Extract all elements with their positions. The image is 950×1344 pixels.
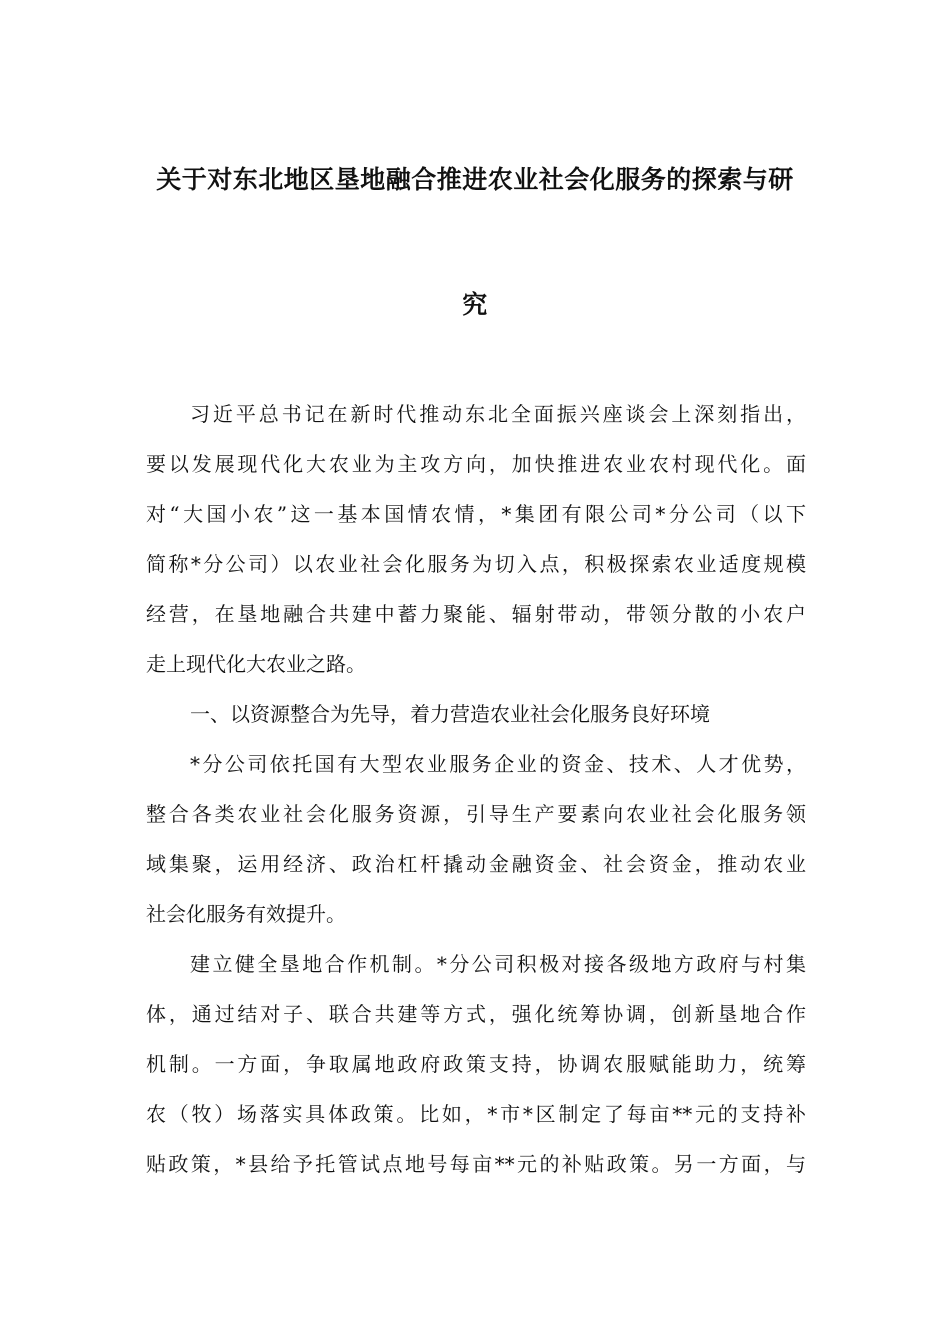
text-line: 对“大国小农”这一基本国情农情，*集团有限公司*分公司（以下 (146, 502, 806, 526)
text-line: 整合各类农业社会化服务资源，引导生产要素向农业社会化服务领 (146, 802, 806, 826)
text-line: 习近平总书记在新时代推动东北全面振兴座谈会上深刻指出， (190, 402, 806, 426)
text-line: *分公司依托国有大型农业服务企业的资金、技术、人才优势， (190, 752, 806, 776)
text-line: 经营，在垦地融合共建中蓄力聚能、辐射带动，带领分散的小农户 (146, 602, 806, 626)
text-line: 简称*分公司）以农业社会化服务为切入点，积极探索农业适度规模 (146, 552, 806, 576)
text-line: 机制。一方面，争取属地政府政策支持，协调农服赋能助力，统筹 (146, 1052, 806, 1076)
document-title-line-1: 关于对东北地区垦地融合推进农业社会化服务的探索与研 (156, 165, 794, 194)
text-line: 要以发展现代化大农业为主攻方向，加快推进农业农村现代化。面 (146, 452, 806, 476)
text-line: 走上现代化大农业之路。 (146, 652, 366, 676)
text-line: 域集聚，运用经济、政治杠杆撬动金融资金、社会资金，推动农业 (146, 852, 806, 876)
paragraph-resources (146, 739, 806, 939)
text-line: 社会化服务有效提升。 (146, 902, 346, 926)
section-heading-1 (146, 689, 806, 739)
text-line: 农（牧）场落实具体政策。比如，*市*区制定了每亩**元的支持补 (146, 1102, 806, 1126)
text-line: 体，通过结对子、联合共建等方式，强化统筹协调，创新垦地合作 (146, 1002, 806, 1026)
document-title-line-2: 究 (462, 290, 488, 319)
text-line: 贴政策，*县给予托管试点地号每亩**元的补贴政策。另一方面，与 (146, 1152, 806, 1176)
paragraph-intro (146, 389, 806, 689)
paragraph-cooperation (146, 939, 806, 1189)
text-line: 建立健全垦地合作机制。*分公司积极对接各级地方政府与村集 (190, 952, 806, 976)
text-line: 一、以资源整合为先导，着力营造农业社会化服务良好环境 (190, 702, 710, 726)
